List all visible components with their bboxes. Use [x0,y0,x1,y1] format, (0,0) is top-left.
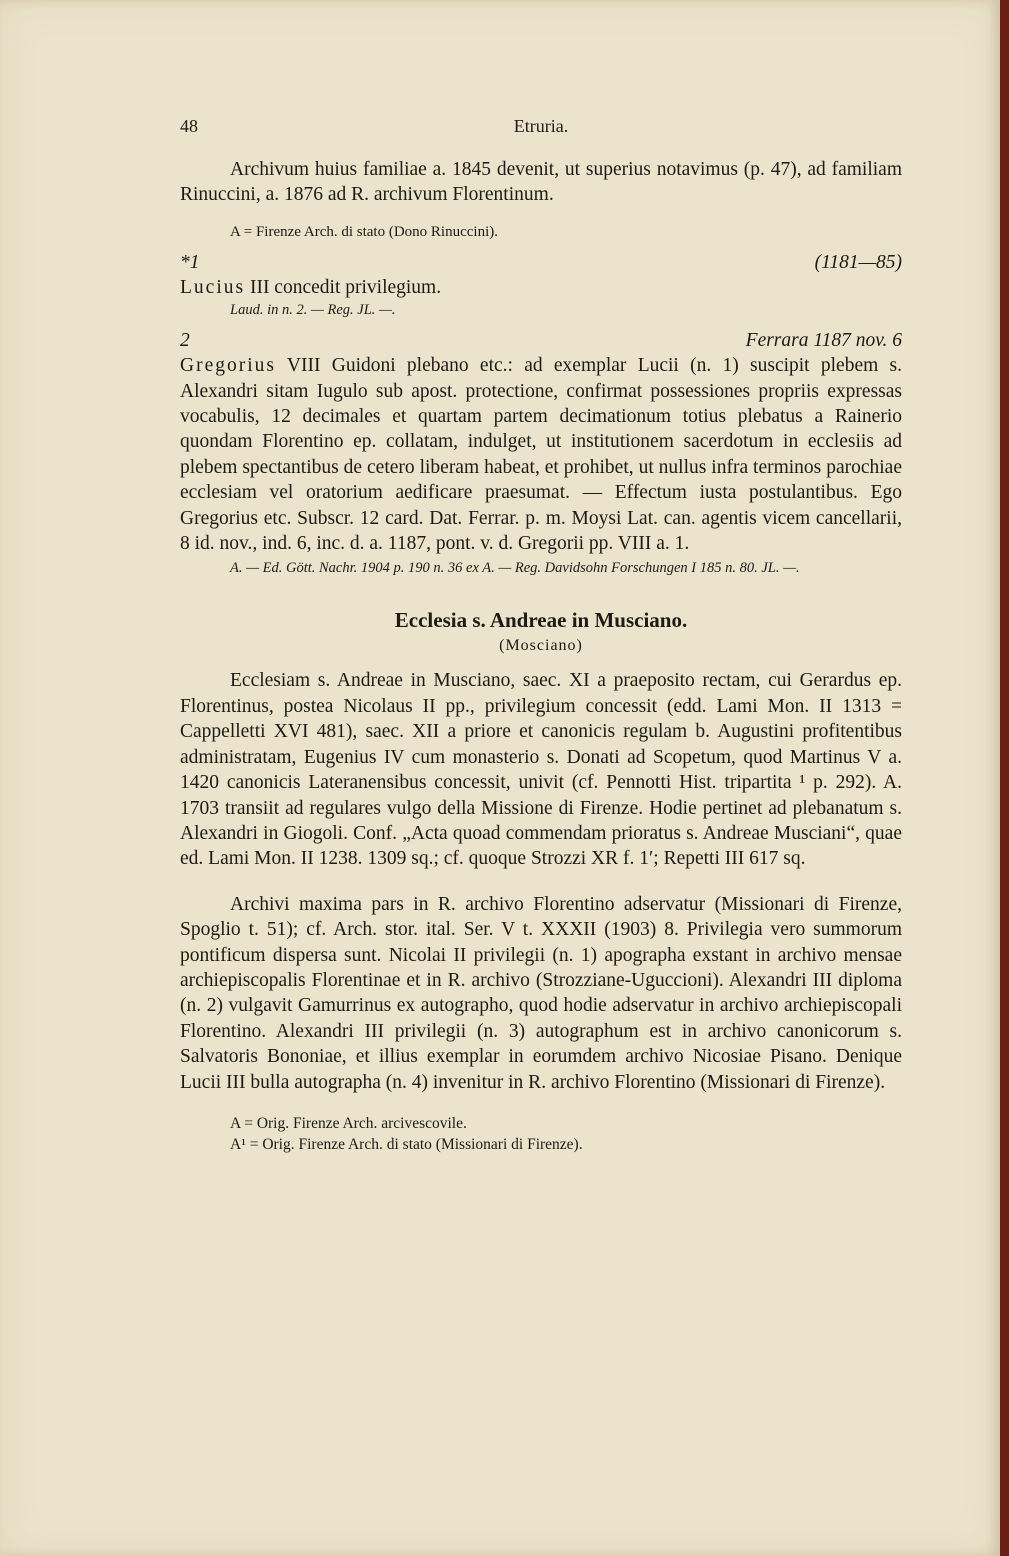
running-title: Etruria. [513,116,569,136]
entry-2-issuer: Gregorius [180,355,276,377]
page-header [180,116,902,146]
entry-1-number: *1 [180,251,200,273]
section-sigla-1: A = Orig. Firenze Arch. arcivescovile. [230,1114,467,1132]
entry-1-text [180,275,902,300]
page-content [180,157,902,1155]
entry-2-head [180,328,902,353]
section-sigla-2: A¹ = Orig. Firenze Arch. di stato (Missionari di Firenze). [230,1135,583,1153]
entry-1-summary: III concedit privilegium. [249,276,442,298]
section-paragraph-2: Archivi maxima pars in R. archivo Florentino adservatur (Missionari di Firenze, Spoglio t. 51); cf. Arch. stor. ital. Ser. V t. XXXII (1903) 8. Privilegia vero summorum pontificum dispersa sunt. Nicolai II privilegii (n. 1) apographa exstant in archivo mensae archiepiscopalis Florentinae et in R. archivo (Strozziane-Uguccioni). Alexandri III diploma (n. 2) vulgavit Gamurrinus ex autographo, quod hodie adservatur in archivo archiepiscopali Florentino. Alexandri III privilegii (n. 3) autographum est in archivo canonicorum s. Salvatoris Bononiae, et illius exemplar in eorumdem archivo Nicosiae Pisano. Denique Lucii III bulla autographa (n. 4) invenitur in R. archivo Florentino (Missionari di Firenze). [180,893,902,1093]
intro-paragraph: Archivum huius familiae a. 1845 devenit, ut superius notavimus (p. 47), ad familiam Rinuccini, a. 1876 ad R. archivum Florentinum. [180,159,902,206]
entry-1-issuer: Lucius [180,276,246,298]
entry-2-date: Ferrara 1187 nov. 6 [745,330,902,352]
entry-1-refs: Laud. in n. 2. — Reg. JL. —. [230,302,396,319]
entry-2-summary: VIII Guidoni plebano etc.: ad exemplar Lucii (n. 1) suscipit plebem s. Alexandri sitam Iugulo sub apost. protectione, confirmat possessiones propriis expressas vocabulis, 12 decimales et quartam partem decimationum totius plebatus a Rainerio quondam Florentino ep. collatam, indulget, ut institutionem sacerdotum in ecclesiis ad plebem spectantibus de cetero liberam habeat, et prohibet, ut nullus infra terminos parochiae ecclesiam vel oratorium aedificare praesumat. — Effectum iusta postulantibus. Ego Gregorius etc. Subscr. 12 card. Dat. Ferrar. p. m. Moysi Lat. can. agentis vicem cancellarii, 8 id. nov., ind. 6, inc. d. a. 1187, pont. v. d. Gregorii pp. VIII a. 1. [180,355,902,555]
entry-2-refs: A. — Ed. Gött. Nachr. 1904 p. 190 n. 36 ex A. — Reg. Davidsohn Forschungen I 185 n. 80. JL. —. [230,560,800,577]
intro-sigla: A = Firenze Arch. di stato (Dono Rinuccini). [230,223,498,240]
section-paragraph-1: Ecclesiam s. Andreae in Musciano, saec. XI a praeposito rectam, cui Gerardus ep. Florentinus, postea Nicolaus II pp., privilegium concessit (edd. Lami Mon. II 1313 = Cappelletti XVI 481), saec. XII a priore et canonicis regulam b. Augustini profitentibus administratam, Eugenius IV cum monasterio s. Donati ad Scopetum, quod Martinus V a. 1420 canonicis Lateranensibus concessit, univit (cf. Pennotti Hist. tripartita ¹ p. 292). A. 1703 transiit ad regulares vulgo della Missione di Firenze. Hodie pertinet ad plebanatum s. Alexandri in Giogoli. Conf. „Acta quoad commendam prioratus s. Andreae Musciani“, quae ed. Lami Mon. II 1238. 1309 sq.; cf. quoque Strozzi XR f. 1′; Repetti III 617 sq. [180,670,902,870]
entry-2-number: 2 [180,330,190,352]
page-number: 48 [180,116,198,136]
entry-1-head [180,250,902,275]
section-subtitle: (Mosciano) [499,637,583,655]
entry-1-date: (1181—85) [814,251,902,273]
section-title: Ecclesia s. Andreae in Musciano. [394,608,688,633]
entry-2-text [180,353,902,556]
